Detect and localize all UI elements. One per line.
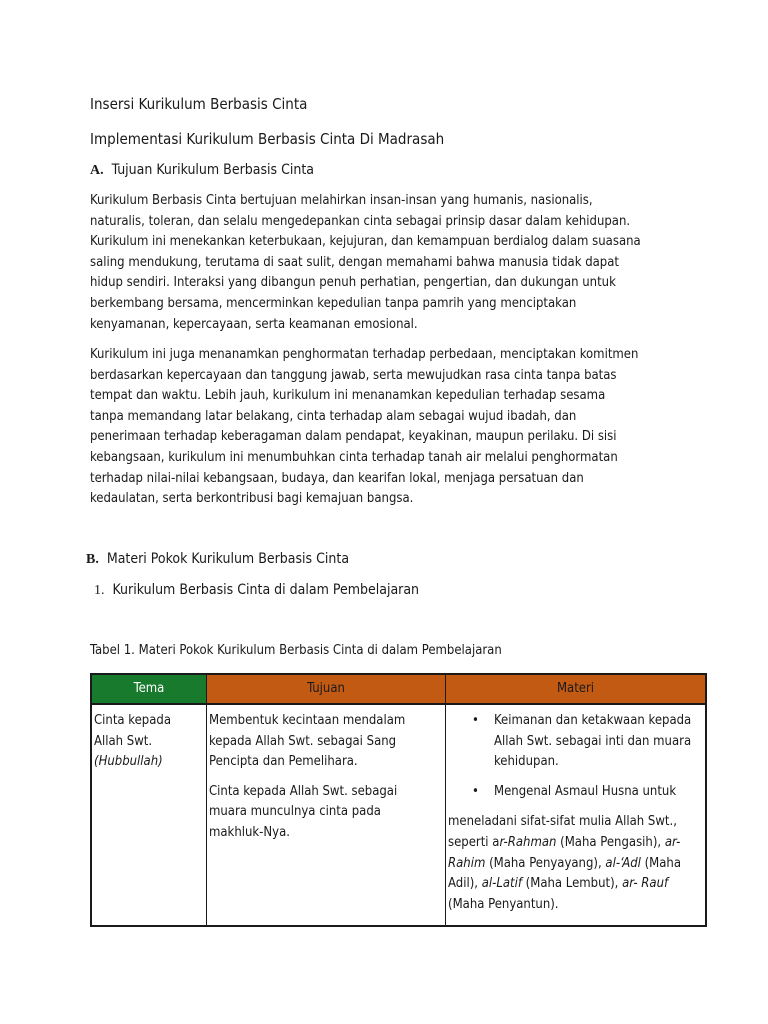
paragraph-line: terhadap nilai-nilai kebangsaan, budaya, dan kearifan lokal, menjaga persatuan dan [90,470,584,486]
header-tema: Tema [92,675,207,705]
subsection-1-label: Kurikulum Berbasis Cinta di dalam Pembelajaran [112,582,420,598]
paragraph-line: Kurikulum ini juga menanamkan penghormatan terhadap perbedaan, menciptakan komitmen [90,347,639,362]
bullet-icon: • [472,783,479,799]
bullet-line: kehidupan. [494,754,559,770]
header-tujuan: Tujuan [207,675,446,705]
paragraph-line: kedaulatan, serta berkontribusi bagi kemajuan bangsa. [90,491,414,507]
materi-line: Rahim (Maha Penyayang), al-‘Adl (Maha [448,855,682,871]
materi-line: Adil), al-Latif (Maha Lembut), ar- Rauf [448,876,669,892]
document-title: Insersi Kurikulum Berbasis Cinta [90,95,308,113]
paragraph-line: berkembang bersama, mencerminkan kepedulian tanpa pamrih yang menciptakan [90,295,577,311]
section-b-label: Materi Pokok Kurikulum Berbasis Cinta [106,551,350,567]
list-item [448,711,703,773]
materi-table [90,673,707,927]
section-a-heading [90,162,314,179]
bullet-line: Allah Swt. sebagai inti dan muara [494,733,692,749]
cell-tujuan [207,705,446,925]
paragraph-1 [90,191,641,335]
section-b-marker: B. [86,552,99,567]
paragraph-line: penerimaan terhadap keberagaman dalam pendapat, keyakinan, maupun perilaku. Di sisi [90,429,617,445]
tujuan-line: muara munculnya cinta pada [209,804,381,820]
paragraph-2 [90,345,638,510]
cell-materi [446,705,705,925]
tujuan-line: Cinta kepada Allah Swt. sebagai [209,783,398,799]
tema-line: Cinta kepada [94,713,171,728]
bullet-line: Keimanan dan ketakwaan kepada [494,713,692,728]
tujuan-line: Membentuk kecintaan mendalam [209,713,406,728]
materi-line: seperti ar-Rahman (Maha Pengasih), ar- [448,834,681,850]
materi-bullet-list [448,711,703,802]
tema-line: Allah Swt. [94,733,153,749]
table-header-row [92,675,705,705]
paragraph-line: saling mendukung, terutama di saat sulit, dengan memahami bahwa manusia tidak dapat [90,254,619,270]
materi-line: meneladani sifat-sifat mulia Allah Swt., [448,814,677,830]
paragraph-line: Kurikulum Berbasis Cinta bertujuan melahirkan insan-insan yang humanis, nasionalis, [90,193,593,208]
header-materi: Materi [446,675,705,705]
paragraph-line: hidup sendiri. Interaksi yang dibangun penuh perhatian, pengertian, dan dukungan untuk [90,275,616,291]
document-subtitle: Implementasi Kurikulum Berbasis Cinta Di Madrasah [90,130,445,148]
bullet-icon: • [472,713,479,728]
paragraph-line: tanpa memandang latar belakang, cinta terhadap alam sebagai wujud ibadah, dan [90,408,577,424]
tujuan-line: Pencipta dan Pemelihara. [209,754,358,770]
paragraph-line: berdasarkan kepercayaan dan tanggung jawab, serta mewujudkan rasa cinta tanpa batas [90,367,617,383]
table-row [92,705,705,925]
list-item [448,782,703,803]
section-a-marker: A. [90,163,104,178]
paragraph-line: naturalis, toleran, dan selalu mengedepankan cinta sebagai prinsip dasar dalam kehidupan. [90,213,631,229]
tujuan-line: kepada Allah Swt. sebagai Sang [209,733,397,749]
subsection-1-marker: 1. [94,583,105,598]
section-b-heading [86,551,349,568]
bullet-line: Mengenal Asmaul Husna untuk [494,783,677,799]
table-caption: Tabel 1. Materi Pokok Kurikulum Berbasis Cinta di dalam Pembelajaran [90,643,502,658]
materi-line: (Maha Penyantun). [448,896,559,912]
paragraph-line: kebangsaan, kurikulum ini menumbuhkan cinta terhadap tanah air melalui penghormatan [90,449,618,465]
tema-arabic-term: (Hubbullah) [94,754,163,770]
cell-tema [92,705,207,925]
tujuan-line: makhluk-Nya. [209,824,290,840]
section-a-label: Tujuan Kurikulum Berbasis Cinta [111,162,315,178]
paragraph-line: tempat dan waktu. Lebih jauh, kurikulum ini menanamkan kepedulian terhadap sesama [90,388,606,404]
paragraph-line: Kurikulum ini menekankan keterbukaan, kejujuran, dan kemampuan berdialog dalam suasana [90,234,641,250]
paragraph-line: kenyamanan, kepercayaan, serta keamanan emosional. [90,316,418,332]
subsection-1-heading [94,582,419,599]
